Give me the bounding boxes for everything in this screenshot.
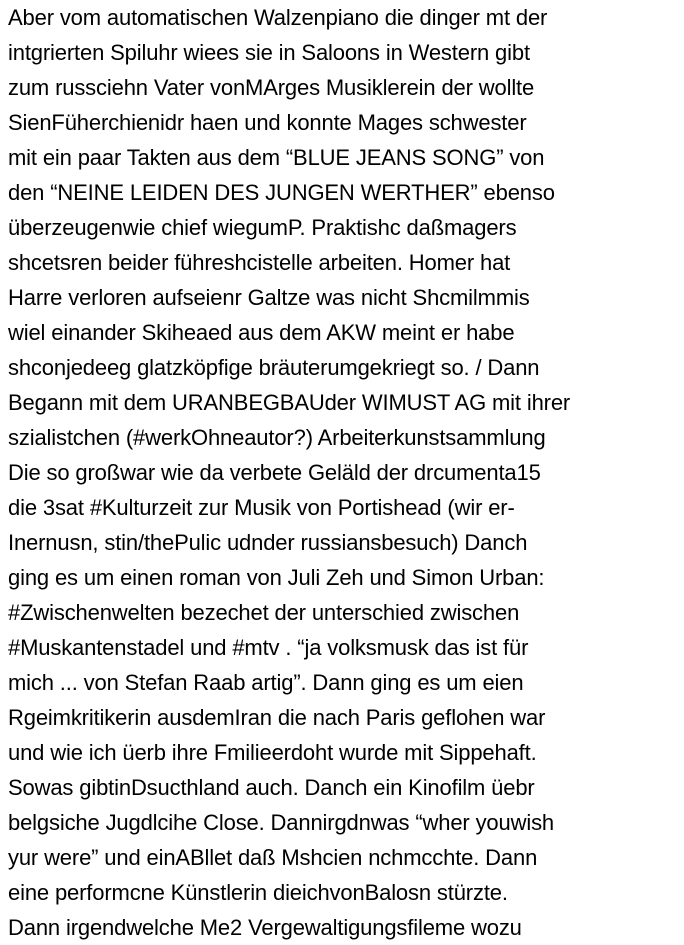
- text-line-6: den “NEINE LEIDEN DES JUNGEN WERTHER” ebenso: [8, 180, 555, 205]
- text-line-15: die 3sat #Kulturzeit zur Musik von Portishead (wir er-: [8, 495, 515, 520]
- text-body: [8, 0, 680, 945]
- text-line-14: Die so großwar wie da verbete Geläld der drcumenta15: [8, 460, 541, 485]
- text-line-20: mich ... von Stefan Raab artig”. Dann ging es um eien: [8, 670, 524, 695]
- text-line-21: Rgeimkritikerin ausdemIran die nach Paris geflohen war: [8, 705, 546, 730]
- text-line-16: Inernusn, stin/thePulic udnder russiansbesuch) Danch: [8, 530, 528, 555]
- text-line-26: eine performcne Künstlerin dieichvonBalosn stürzte.: [8, 880, 508, 905]
- text-line-9: Harre verloren aufseienr Galtze was nicht Shcmilmmis: [8, 285, 530, 310]
- text-line-1: Aber vom automatischen Walzenpiano die dinger mt der: [8, 5, 548, 30]
- text-line-27: Dann irgendwelche Me2 Vergewaltigungsfileme wozu: [8, 915, 522, 940]
- text-line-25: yur were” und einABllet daß Mshcien nchmcchte. Dann: [8, 845, 538, 870]
- text-line-8: shcetsren beider führeshcistelle arbeiten. Homer hat: [8, 250, 511, 275]
- text-line-19: #Muskantenstadel und #mtv . “ja volksmusk das ist für: [8, 635, 529, 660]
- text-line-24: belgsiche Jugdlcihe Close. Dannirgdnwas “wher youwish: [8, 810, 555, 835]
- text-line-10: wiel einander Skiheaed aus dem AKW meint er habe: [8, 320, 515, 345]
- text-line-12: Begann mit dem URANBEGBAUder WIMUST AG mit ihrer: [8, 390, 571, 415]
- text-line-2: intgrierten Spiluhr wiees sie in Saloons in Western gibt: [8, 40, 530, 65]
- text-line-13: szialistchen (#werkOhneautor?) Arbeiterkunstsammlung: [8, 425, 546, 450]
- text-line-11: shconjedeeg glatzköpfige bräuterumgekriegt so. / Dann: [8, 355, 540, 380]
- text-line-23: Sowas gibtinDsucthland auch. Danch ein Kinofilm üebr: [8, 775, 535, 800]
- text-line-3: zum russciehn Vater vonMArges Musiklerein der wollte: [8, 75, 535, 100]
- text-line-17: ging es um einen roman von Juli Zeh und Simon Urban:: [8, 565, 545, 590]
- text-line-7: überzeugenwie chief wiegumP. Praktishc daßmagers: [8, 215, 517, 240]
- text-line-22: und wie ich üerb ihre Fmilieerdoht wurde mit Sippehaft.: [8, 740, 537, 765]
- text-line-5: mit ein paar Takten aus dem “BLUE JEANS SONG” von: [8, 145, 545, 170]
- text-line-18: #Zwischenwelten bezechet der unterschied zwischen: [8, 600, 520, 625]
- text-line-4: SienFüherchienidr haen und konnte Mages schwester: [8, 110, 527, 135]
